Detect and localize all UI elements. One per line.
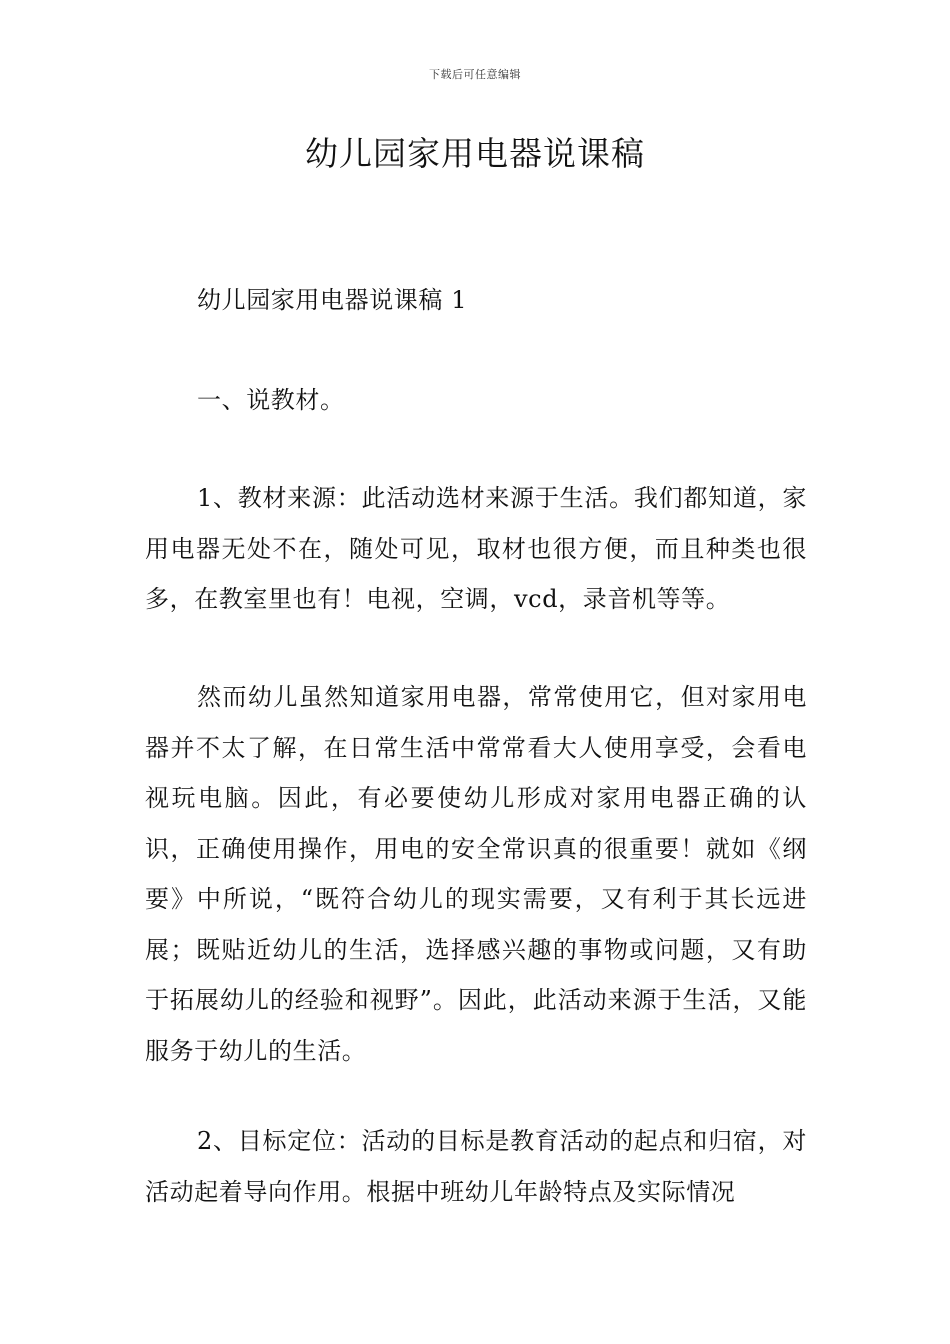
paragraph-goal-positioning: 2、目标定位：活动的目标是教育活动的起点和归宿，对活动起着导向作用。根据中班幼儿年龄特点及实际情况 <box>145 1127 807 1206</box>
paragraph-rationale: 然而幼儿虽然知道家用电器，常常使用它，但对家用电器并不太了解，在日常生活中常常看大人使用享受，会看电视玩电脑。因此，有必要使幼儿形成对家用电器正确的认识，正确使用操作，用电的安全常识真的很重要！就如《纲要》中所说，“既符合幼儿的现实需要，又有利于其长远进展；既贴近幼儿的生活，选择感兴趣的事物或问题，又有助于拓展幼儿的经验和视野”。因此，此活动来源于生活，又能服务于幼儿的生活。 <box>145 683 807 1065</box>
paragraph-material-source: 1、教材来源：此活动选材来源于生活。我们都知道，家用电器无处不在，随处可见，取材也很方便，而且种类也很多，在教室里也有！电视，空调，vcd，录音机等等。 <box>145 484 807 613</box>
document-title: 幼儿园家用电器说课稿 <box>305 134 645 173</box>
document-subtitle: 幼儿园家用电器说课稿 1 <box>197 286 468 314</box>
section-heading: 一、说教材。 <box>197 386 345 414</box>
header-note: 下载后可任意编辑 <box>429 68 521 81</box>
